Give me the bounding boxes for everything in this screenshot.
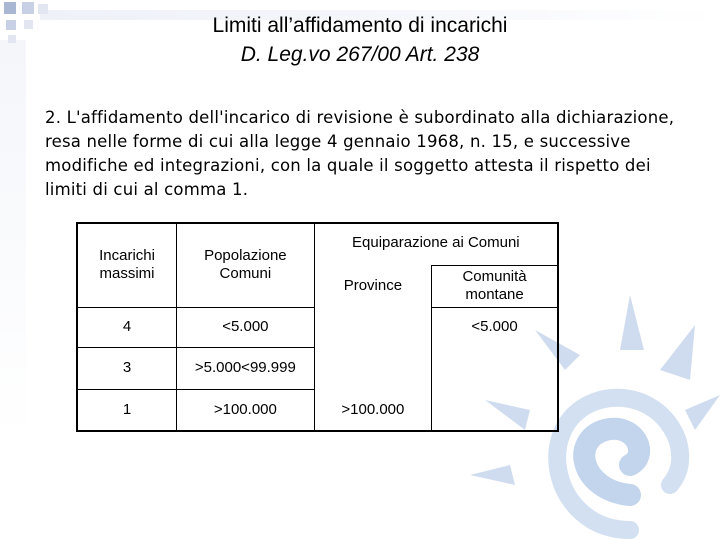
row1-incarichi: 4 <box>77 307 177 347</box>
row2-popolazione: >5.000<99.999 <box>177 347 315 389</box>
row2-province <box>314 347 431 389</box>
row1-province <box>314 307 431 347</box>
row3-province: >100.000 <box>314 389 431 431</box>
header-province: Province <box>314 265 431 307</box>
limits-table <box>76 222 559 432</box>
row2-comunita <box>432 347 558 389</box>
header-popolazione: Popolazione Comuni <box>177 223 315 307</box>
header-equiparazione: Equiparazione ai Comuni <box>314 223 558 265</box>
table-row <box>77 307 558 347</box>
row1-comunita: <5.000 <box>432 307 558 347</box>
table-row <box>77 347 558 389</box>
slide-title: Limiti all’affidamento di incarichi <box>212 14 508 37</box>
table-row <box>77 389 558 431</box>
header-comunita: Comunità montane <box>432 265 558 307</box>
body-paragraph: 2. L'affidamento dell'incarico di revisione è subordinato alla dichiarazione, resa nelle forme di cui alla legge 4 gennaio 1968, n. 15, e successive modifiche ed integrazioni, con la quale il soggetto attesta il rispetto dei limiti di cui al comma 1. <box>45 108 675 199</box>
row1-popolazione: <5.000 <box>177 307 315 347</box>
left-decor-band <box>0 40 26 540</box>
row3-popolazione: >100.000 <box>177 389 315 431</box>
slide-subtitle: D. Leg.vo 267/00 Art. 238 <box>240 43 480 66</box>
row3-comunita <box>432 389 558 431</box>
row3-incarichi: 1 <box>77 389 177 431</box>
header-incarichi: Incarichi massimi <box>77 223 177 307</box>
row2-incarichi: 3 <box>77 347 177 389</box>
